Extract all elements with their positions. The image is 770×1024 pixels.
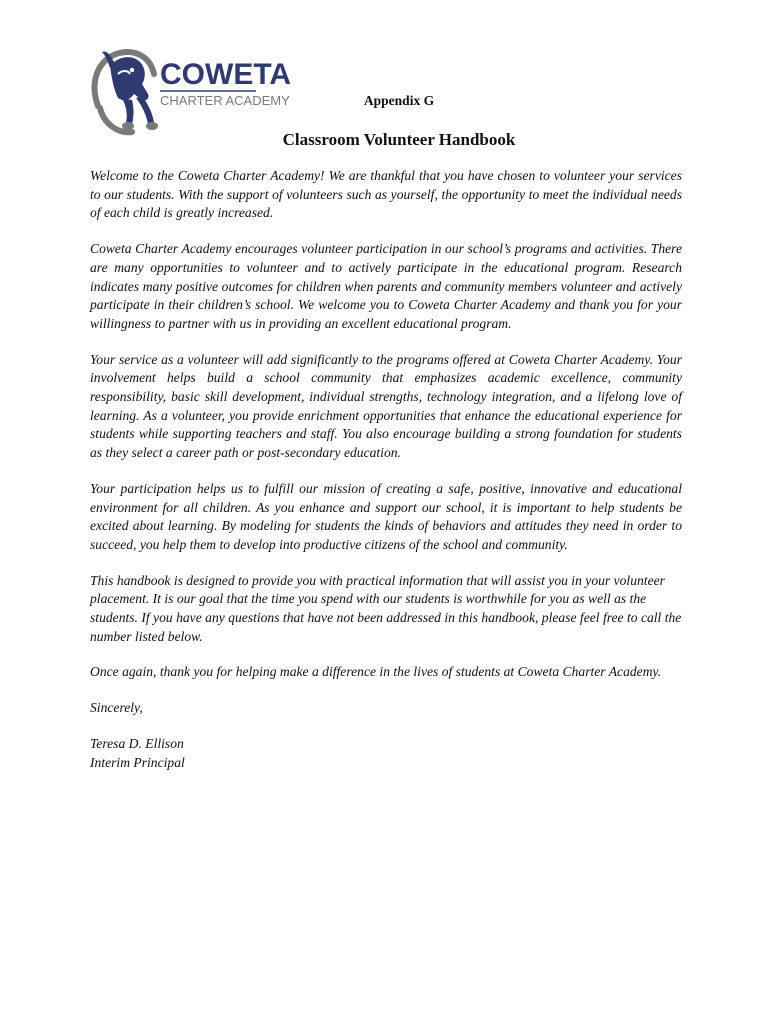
paragraph-welcome: Welcome to the Coweta Charter Academy! We are thankful that you have chosen to volunteer your services to our students. With the support of volunteers such as yourself, the opportunity to meet the individual needs of each child is greatly increased. [90,168,682,221]
page-title: Classroom Volunteer Handbook [282,130,516,149]
paragraph-service: Your service as a volunteer will add significantly to the programs offered at Coweta Charter Academy. Your involvement helps build a school community that emphasizes academic excellence, community responsibility, basic skill development, individual strengths, technology integration, and a lifelong love of learning. As a volunteer, you provide enrichment opportunities that enhance the educational experience for students while supporting teachers and staff. You also encourage building a strong foundation for students as they select a career path or post-secondary education. [90,351,682,461]
salutation: Sincerely, [90,700,143,716]
letter-body [90,167,682,772]
paragraph-participation: Coweta Charter Academy encourages volunteer participation in our school’s programs and activities. There are many opportunities to volunteer and to actively participate in the educational program. Research indicates many positive outcomes for children when parents and community members volunteer and actively participate in their children’s school. We welcome you to Coweta Charter Academy and thank you for your willingness to partner with us in providing an excellent educational program. [90,241,682,331]
paragraph-thanks: Once again, thank you for helping make a difference in the lives of students at Coweta Charter Academy. [90,664,662,680]
signer-title: Interim Principal [90,754,185,770]
paragraph-mission: Your participation helps us to fulfill our mission of creating a safe, positive, innovative and educational environment for all children. As you enhance and support our school, it is important to help students be excited about learning. By modeling for students the kinds of behaviors and attitudes they need in order to succeed, you help them to develop into productive citizens of the school and community. [90,480,682,552]
logo-wordmark: COWETA [160,58,292,91]
paragraph-handbook-purpose: This handbook is designed to provide you with practical information that will assist you in your volunteer placement. It is our goal that the time you spend with our students is worthwhile for you as well as the students. If you have any questions that have not been addressed in this handbook, please feel free to call the number listed below. [90,572,682,644]
logo-subtitle: CHARTER ACADEMY [160,93,290,108]
school-logo [88,44,292,140]
signer-name: Teresa D. Ellison [90,735,184,751]
appendix-label: Appendix G [363,93,435,108]
horse-mascot-icon [88,44,292,140]
